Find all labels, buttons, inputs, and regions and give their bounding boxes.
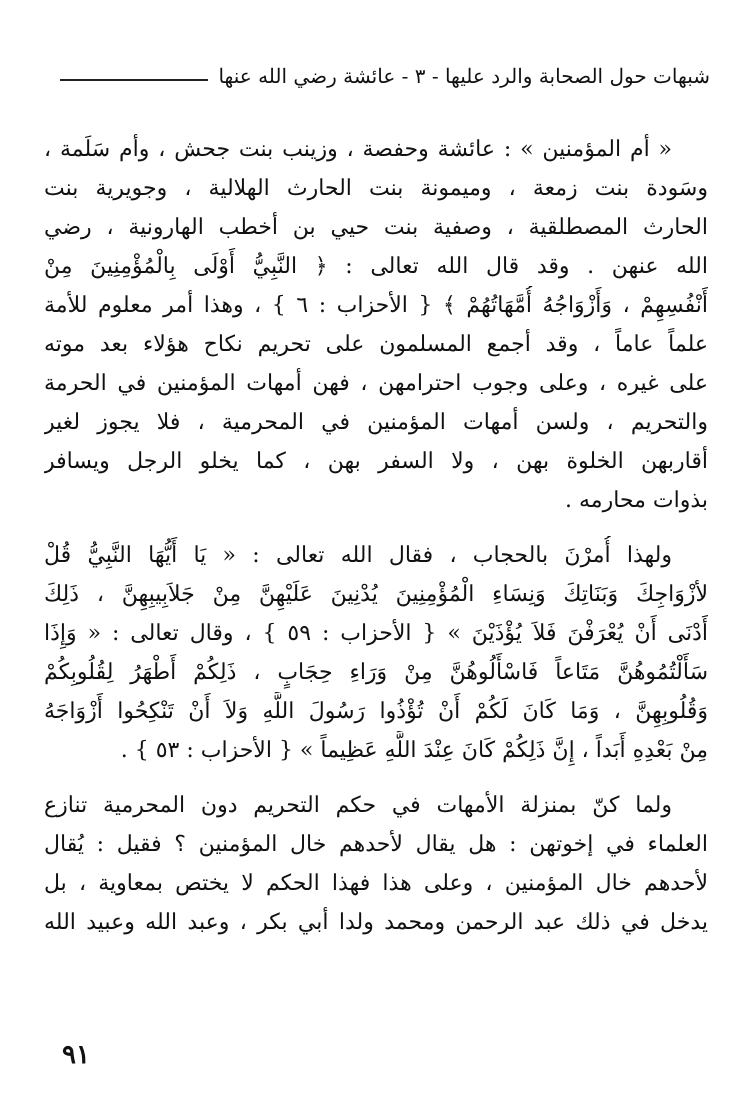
text-line: على غيره ، وعلى وجوب احترامهن ، فهن أمهات المؤمنين في الحرمة xyxy=(44,371,708,396)
text-line: أَدْنَى أَنْ يُعْرَفْنَ فَلاَ يُؤْذَيْنَ » { الأحزاب : ٥٩ } ، وقال تعالى : « وَإِذَا xyxy=(44,621,708,646)
text-line: لأحدهم خال المؤمنين ، وعلى هذا فهذا الحكم لا يختص بمعاوية ، بل xyxy=(44,871,708,896)
text-line: أقاربهن الخلوة بهن ، ولا السفر بهن ، كما يخلو الرجل ويسافر xyxy=(44,449,708,474)
text-line: بذوات محارمه . xyxy=(565,488,708,513)
text-line: سَأَلْتُمُوهُنَّ مَتَاعاً فَاسْأَلُوهُنَّ مِنْ وَرَاءِ حِجَابٍ ، ذَلِكُمْ أَطْهَرُ لِقُلُوبِكُمْ xyxy=(44,660,708,685)
text-line: والتحريم ، ولسن أمهات المؤمنين في المحرمية ، فلا يجوز لغير xyxy=(44,410,708,435)
page-number: ٩١ xyxy=(62,1040,90,1070)
text-line: الله عنهن . وقد قال الله تعالى : ﴿ النَّبِيُّ أَوْلَى بِالْمُؤْمِنِينَ مِنْ xyxy=(44,254,708,279)
text-line: أَنْفُسِهِمْ ، وَأَزْوَاجُهُ أُمَّهَاتُهُمْ ﴾ { الأحزاب : ٦ } ، وهذا أمر معلوم للأمة xyxy=(44,293,708,318)
paragraph-3 xyxy=(44,786,708,942)
text-line: علماً عاماً ، وقد أجمع المسلمون على تحريم نكاح هؤلاء بعد موته xyxy=(44,332,708,357)
paragraph-1 xyxy=(44,130,708,520)
running-title: شبهات حول الصحابة والرد عليها - ٣ - عائشة رضي الله عنها xyxy=(218,64,710,88)
text-line: ولهذا أُمرْنَ بالحجاب ، فقال الله تعالى : « يَا أَيُّهَا النَّبِيُّ قُلْ xyxy=(44,543,672,568)
paragraph-2 xyxy=(44,536,708,770)
text-line: وَقُلُوبِهِنَّ ، وَمَا كَانَ لَكُمْ أَنْ تُؤْذُوا رَسُولَ اللَّهِ وَلاَ أَنْ تَنْكِحُوا أَزْوَاجَهُ xyxy=(44,699,708,724)
running-header xyxy=(60,58,710,94)
text-line: الحارث المصطلقية ، وصفية بنت حيي بن أخطب الهارونية ، رضي xyxy=(44,215,708,240)
header-rule xyxy=(60,79,208,81)
text-line: لأزْوَاجِكَ وَبَنَاتِكَ وَنِسَاءِ الْمُؤْمِنِينَ يُدْنِينَ عَلَيْهِنَّ مِنْ جَلاَبِيبِهِنَّ ، ذَلِكَ xyxy=(44,582,708,607)
text-line: ولما كنّ بمنزلة الأمهات في حكم التحريم دون المحرمية تنازع xyxy=(44,793,672,818)
body-text xyxy=(44,130,708,958)
text-line: يدخل في ذلك عبد الرحمن ومحمد ولدا أبي بكر ، وعبد الله وعبيد الله xyxy=(44,910,708,935)
text-line: « أم المؤمنين » : عائشة وحفصة ، وزينب بنت جحش ، وأم سَلَمة ، xyxy=(44,137,672,162)
text-line: العلماء في إخوتهن : هل يقال لأحدهم خال المؤمنين ؟ فقيل : يُقال xyxy=(44,832,708,857)
text-line: وسَودة بنت زمعة ، وميمونة بنت الحارث الهلالية ، وجويرية بنت xyxy=(44,176,708,201)
text-line: مِنْ بَعْدِهِ أَبَداً ، إِنَّ ذَلِكُمْ كَانَ عِنْدَ اللَّهِ عَظِيماً » { الأحزاب : ٥٣ } . xyxy=(120,738,708,763)
